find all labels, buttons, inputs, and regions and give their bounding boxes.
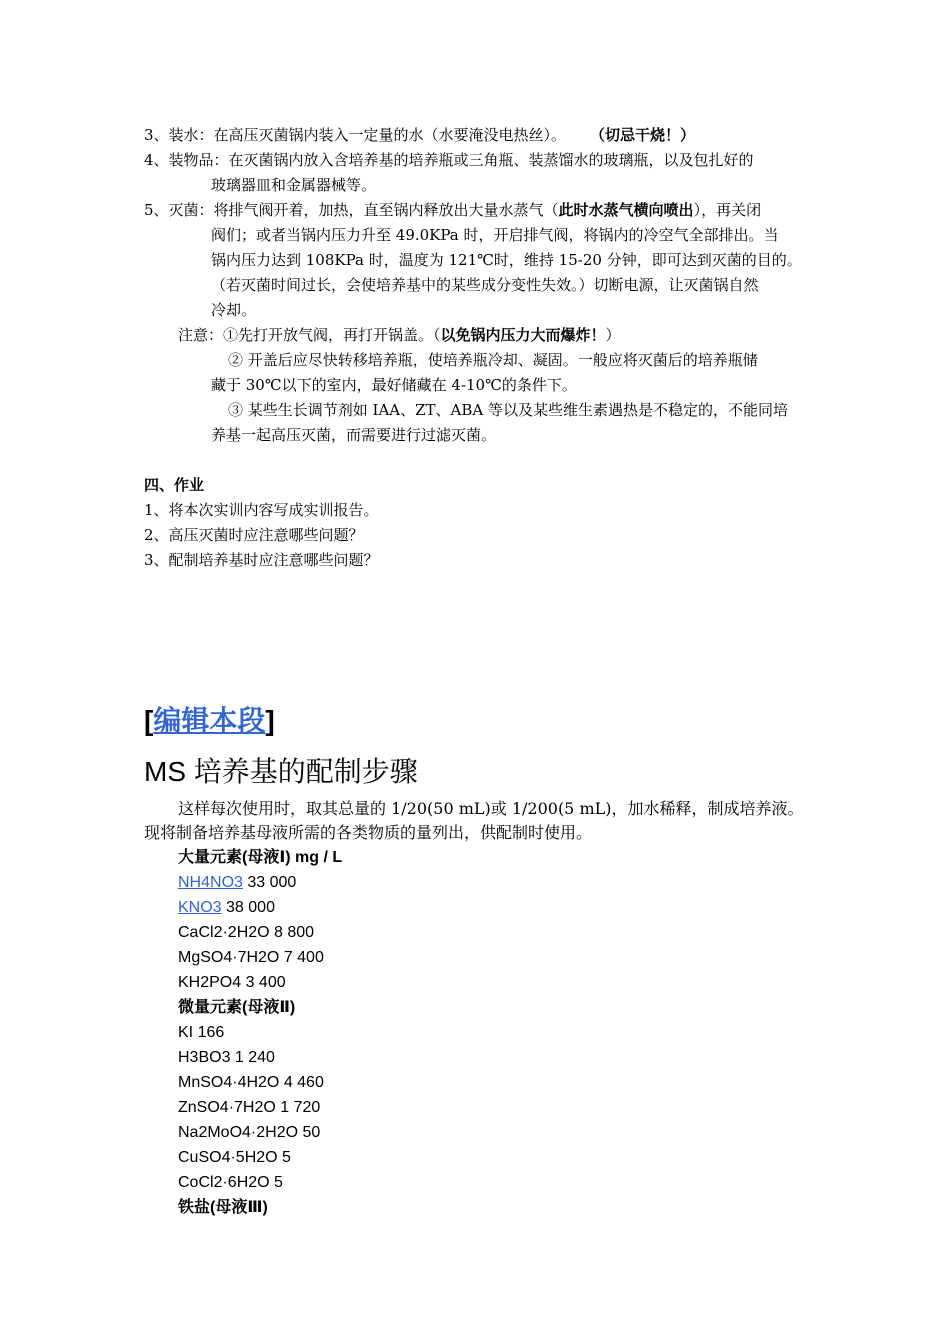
edit-bracket-open: [: [144, 705, 154, 736]
step-5-line-1: [144, 201, 761, 219]
step-3-line: [144, 126, 695, 144]
edit-section-link[interactable]: 编辑本段: [153, 705, 266, 736]
homework-item-2: 2、高压灭菌时应注意哪些问题？: [144, 526, 364, 544]
kno3-value: 38 000: [221, 899, 275, 916]
step-5-line-2: 阀们；或者当锅内压力升至 49.0KPa 时，开启排气阀，将锅内的冷空气全部排出。当: [211, 226, 779, 244]
note-1-close: ）: [605, 326, 621, 344]
micro-elements-title: 微量元素(母液Ⅱ): [178, 999, 296, 1016]
nh4no3-link[interactable]: NH4NO3: [178, 874, 243, 891]
homework-title: 四、作业: [144, 476, 205, 494]
step-5-line-5: 冷却。: [211, 301, 257, 319]
step-5-emphasis: 此时水蒸气横向喷出: [558, 201, 694, 219]
list-item-mgso4: MgSO4·7H2O 7 400: [178, 949, 324, 966]
list-item-znso4: ZnSO4·7H2O 1 720: [178, 1099, 321, 1116]
homework-item-1: 1、将本次实训内容写成实训报告。: [144, 501, 379, 519]
list-item-na2moo4: Na2MoO4·2H2O 50: [178, 1124, 321, 1141]
list-item-kno3: [178, 899, 275, 917]
list-item-ki: KI 166: [178, 1024, 225, 1041]
kno3-link[interactable]: KNO3: [178, 899, 222, 916]
step-4-line-2: 玻璃器皿和金属器械等。: [211, 176, 377, 194]
note-2-line-2: 藏于 30℃以下的室内，最好储藏在 4-10℃的条件下。: [211, 376, 577, 394]
list-item-mnso4: MnSO4·4H2O 4 460: [178, 1074, 324, 1091]
homework-item-3: 3、配制培养基时应注意哪些问题？: [144, 551, 379, 569]
intro-line-2: 现将制备培养基母液所需的各类物质的量列出，供配制时使用。: [144, 823, 593, 842]
step-4-line-1: 4、装物品：在灭菌锅内放入含培养基的培养瓶或三角瓶、装蒸馏水的玻璃瓶，以及包扎好的: [144, 151, 754, 169]
edit-section-heading: [144, 703, 275, 739]
section-title: MS 培养基的配制步骤: [144, 756, 418, 787]
intro-line-1: 这样每次使用时，取其总量的 1/20(50 mL)或 1/200(5 mL)，加水稀释，制成培养液。: [178, 799, 804, 818]
step-3-text: 3、装水：在高压灭菌锅内装入一定量的水（水要淹没电热丝）。: [144, 126, 567, 144]
list-item-kh2po4: KH2PO4 3 400: [178, 974, 286, 991]
step-5-line-3: 锅内压力达到 108KPa 时，温度为 121℃时，维持 15-20 分钟，即可达到灭菌的目的。: [211, 251, 802, 269]
note-3-line-1: ③ 某些生长调节剂如 IAA、ZT、ABA 等以及某些维生素遇热是不稳定的，不能同培: [228, 401, 789, 419]
step-5-text-c: ），再关闭: [693, 201, 762, 219]
note-1-text: 注意：①先打开放气阀，再打开锅盖。（: [178, 326, 441, 344]
edit-bracket-close: ]: [265, 705, 275, 736]
list-item-nh4no3: [178, 874, 296, 892]
list-item-cacl2: CaCl2·2H2O 8 800: [178, 924, 315, 941]
note-1: [178, 326, 621, 344]
list-item-cocl2: CoCl2·6H2O 5: [178, 1174, 283, 1191]
note-2-line-1: ② 开盖后应尽快转移培养瓶，使培养瓶冷却、凝固。一般应将灭菌后的培养瓶储: [228, 351, 758, 369]
iron-salt-title: 铁盐(母液Ⅲ): [178, 1199, 268, 1216]
macro-elements-title: 大量元素(母液Ⅰ) mg / L: [178, 849, 343, 866]
nh4no3-value: 33 000: [242, 874, 297, 891]
note-1-warning: 以免锅内压力大而爆炸！: [440, 326, 606, 344]
step-3-warning: （切忌干烧！）: [590, 126, 696, 144]
list-item-cuso4: CuSO4·5H2O 5: [178, 1149, 291, 1166]
note-3-line-2: 养基一起高压灭菌，而需要进行过滤灭菌。: [211, 426, 497, 444]
step-5-text-a: 5、灭菌：将排气阀开着，加热，直至锅内释放出大量水蒸气（: [144, 201, 559, 219]
list-item-h3bo3: H3BO3 1 240: [178, 1049, 275, 1066]
step-5-line-4: （若灭菌时间过长，会使培养基中的某些成分变性失效。）切断电源，让灭菌锅自然: [211, 276, 759, 294]
